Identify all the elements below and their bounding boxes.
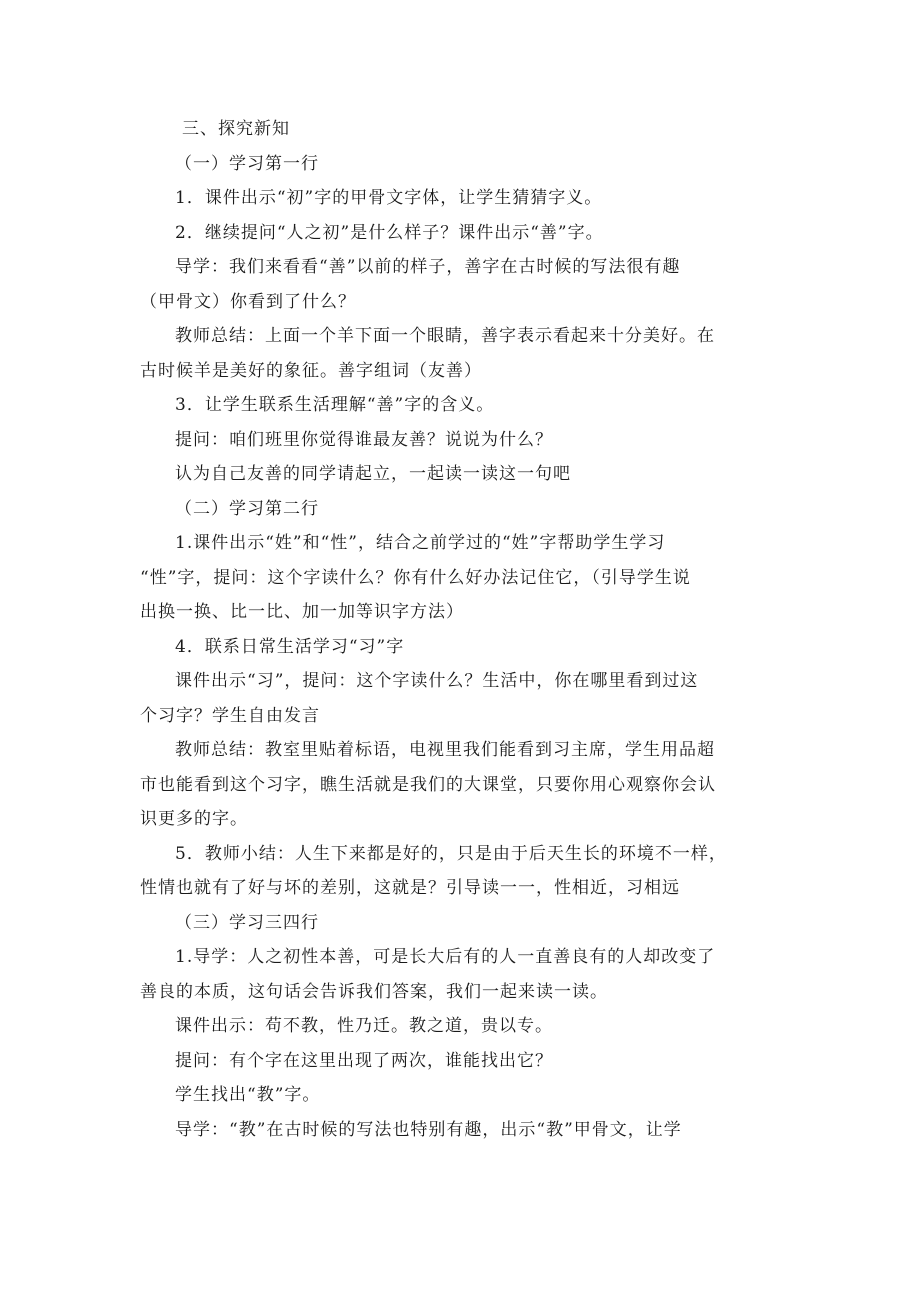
text-line: 市也能看到这个习字，瞧生活就是我们的大课堂，只要你用心观察你会认 xyxy=(140,774,716,795)
text-line: 3．让学生联系生活理解“善”字的含义。 xyxy=(175,395,495,415)
text-line: 提问：咱们班里你觉得谁最友善？说说为什么？ xyxy=(175,429,553,450)
text-line: 性情也就有了好与坏的差别，这就是？引导读一一，性相近，习相远 xyxy=(140,878,680,898)
text-line: 善良的本质，这句话会告诉我们答案，我们一起来读一读。 xyxy=(140,981,608,1002)
text-line: 4．联系日常生活学习“习”字 xyxy=(175,636,405,657)
document-body xyxy=(140,112,788,1147)
text-line: 识更多的字。 xyxy=(140,809,248,829)
text-line: 1．课件出示“初”字的甲骨文字体，让学生猜猜字义。 xyxy=(175,188,603,208)
text-line: （一）学习第一行 xyxy=(175,153,319,174)
text-line: （甲骨文）你看到了什么？ xyxy=(140,291,356,312)
text-line: 课件出示：苟不教，性乃迁。教之道，贵以专。 xyxy=(175,1016,553,1036)
text-line: 1.导学：人之初性本善，可是长大后有的人一直善良有的人却改变了 xyxy=(175,947,716,967)
text-line: （二）学习第二行 xyxy=(175,498,319,519)
text-line: 个习字？学生自由发言 xyxy=(140,705,320,726)
text-line: （三）学习三四行 xyxy=(175,912,319,933)
text-line: 出换一换、比一比、加一加等识字方法） xyxy=(140,602,464,622)
text-line: 提问：有个字在这里出现了两次，谁能找出它？ xyxy=(175,1050,553,1071)
text-line: 5．教师小结：人生下来都是好的，只是由于后天生长的环境不一样， xyxy=(175,843,727,864)
text-line: 古时候羊是美好的象征。善字组词（友善） xyxy=(140,360,482,381)
text-line: 导学：“教”在古时候的写法也特别有趣，出示“教”甲骨文，让学 xyxy=(175,1119,682,1140)
text-line: 教师总结：上面一个羊下面一个眼睛，善字表示看起来十分美好。在 xyxy=(175,326,715,346)
text-line: 1.课件出示“姓”和“性”，结合之前学过的“姓”字帮助学生学习 xyxy=(175,533,666,553)
text-line: 学生找出“教”字。 xyxy=(175,1085,321,1105)
text-line: 教师总结：教室里贴着标语，电视里我们能看到习主席，学生用品超 xyxy=(175,740,715,760)
text-line: 认为自己友善的同学请起立，一起读一读这一句吧 xyxy=(175,464,571,484)
text-line: 导学：我们来看看“善”以前的样子，善字在古时候的写法很有趣 xyxy=(175,257,681,277)
text-line: 三、探究新知 xyxy=(182,119,290,139)
text-line: 2．继续提问“人之初”是什么样子？课件出示“善”字。 xyxy=(175,222,604,243)
text-line: 课件出示“习”，提问：这个字读什么？生活中，你在哪里看到过这 xyxy=(175,671,699,691)
text-line: “性”字，提问：这个字读什么？你有什么好办法记住它，（引导学生说 xyxy=(140,567,691,588)
